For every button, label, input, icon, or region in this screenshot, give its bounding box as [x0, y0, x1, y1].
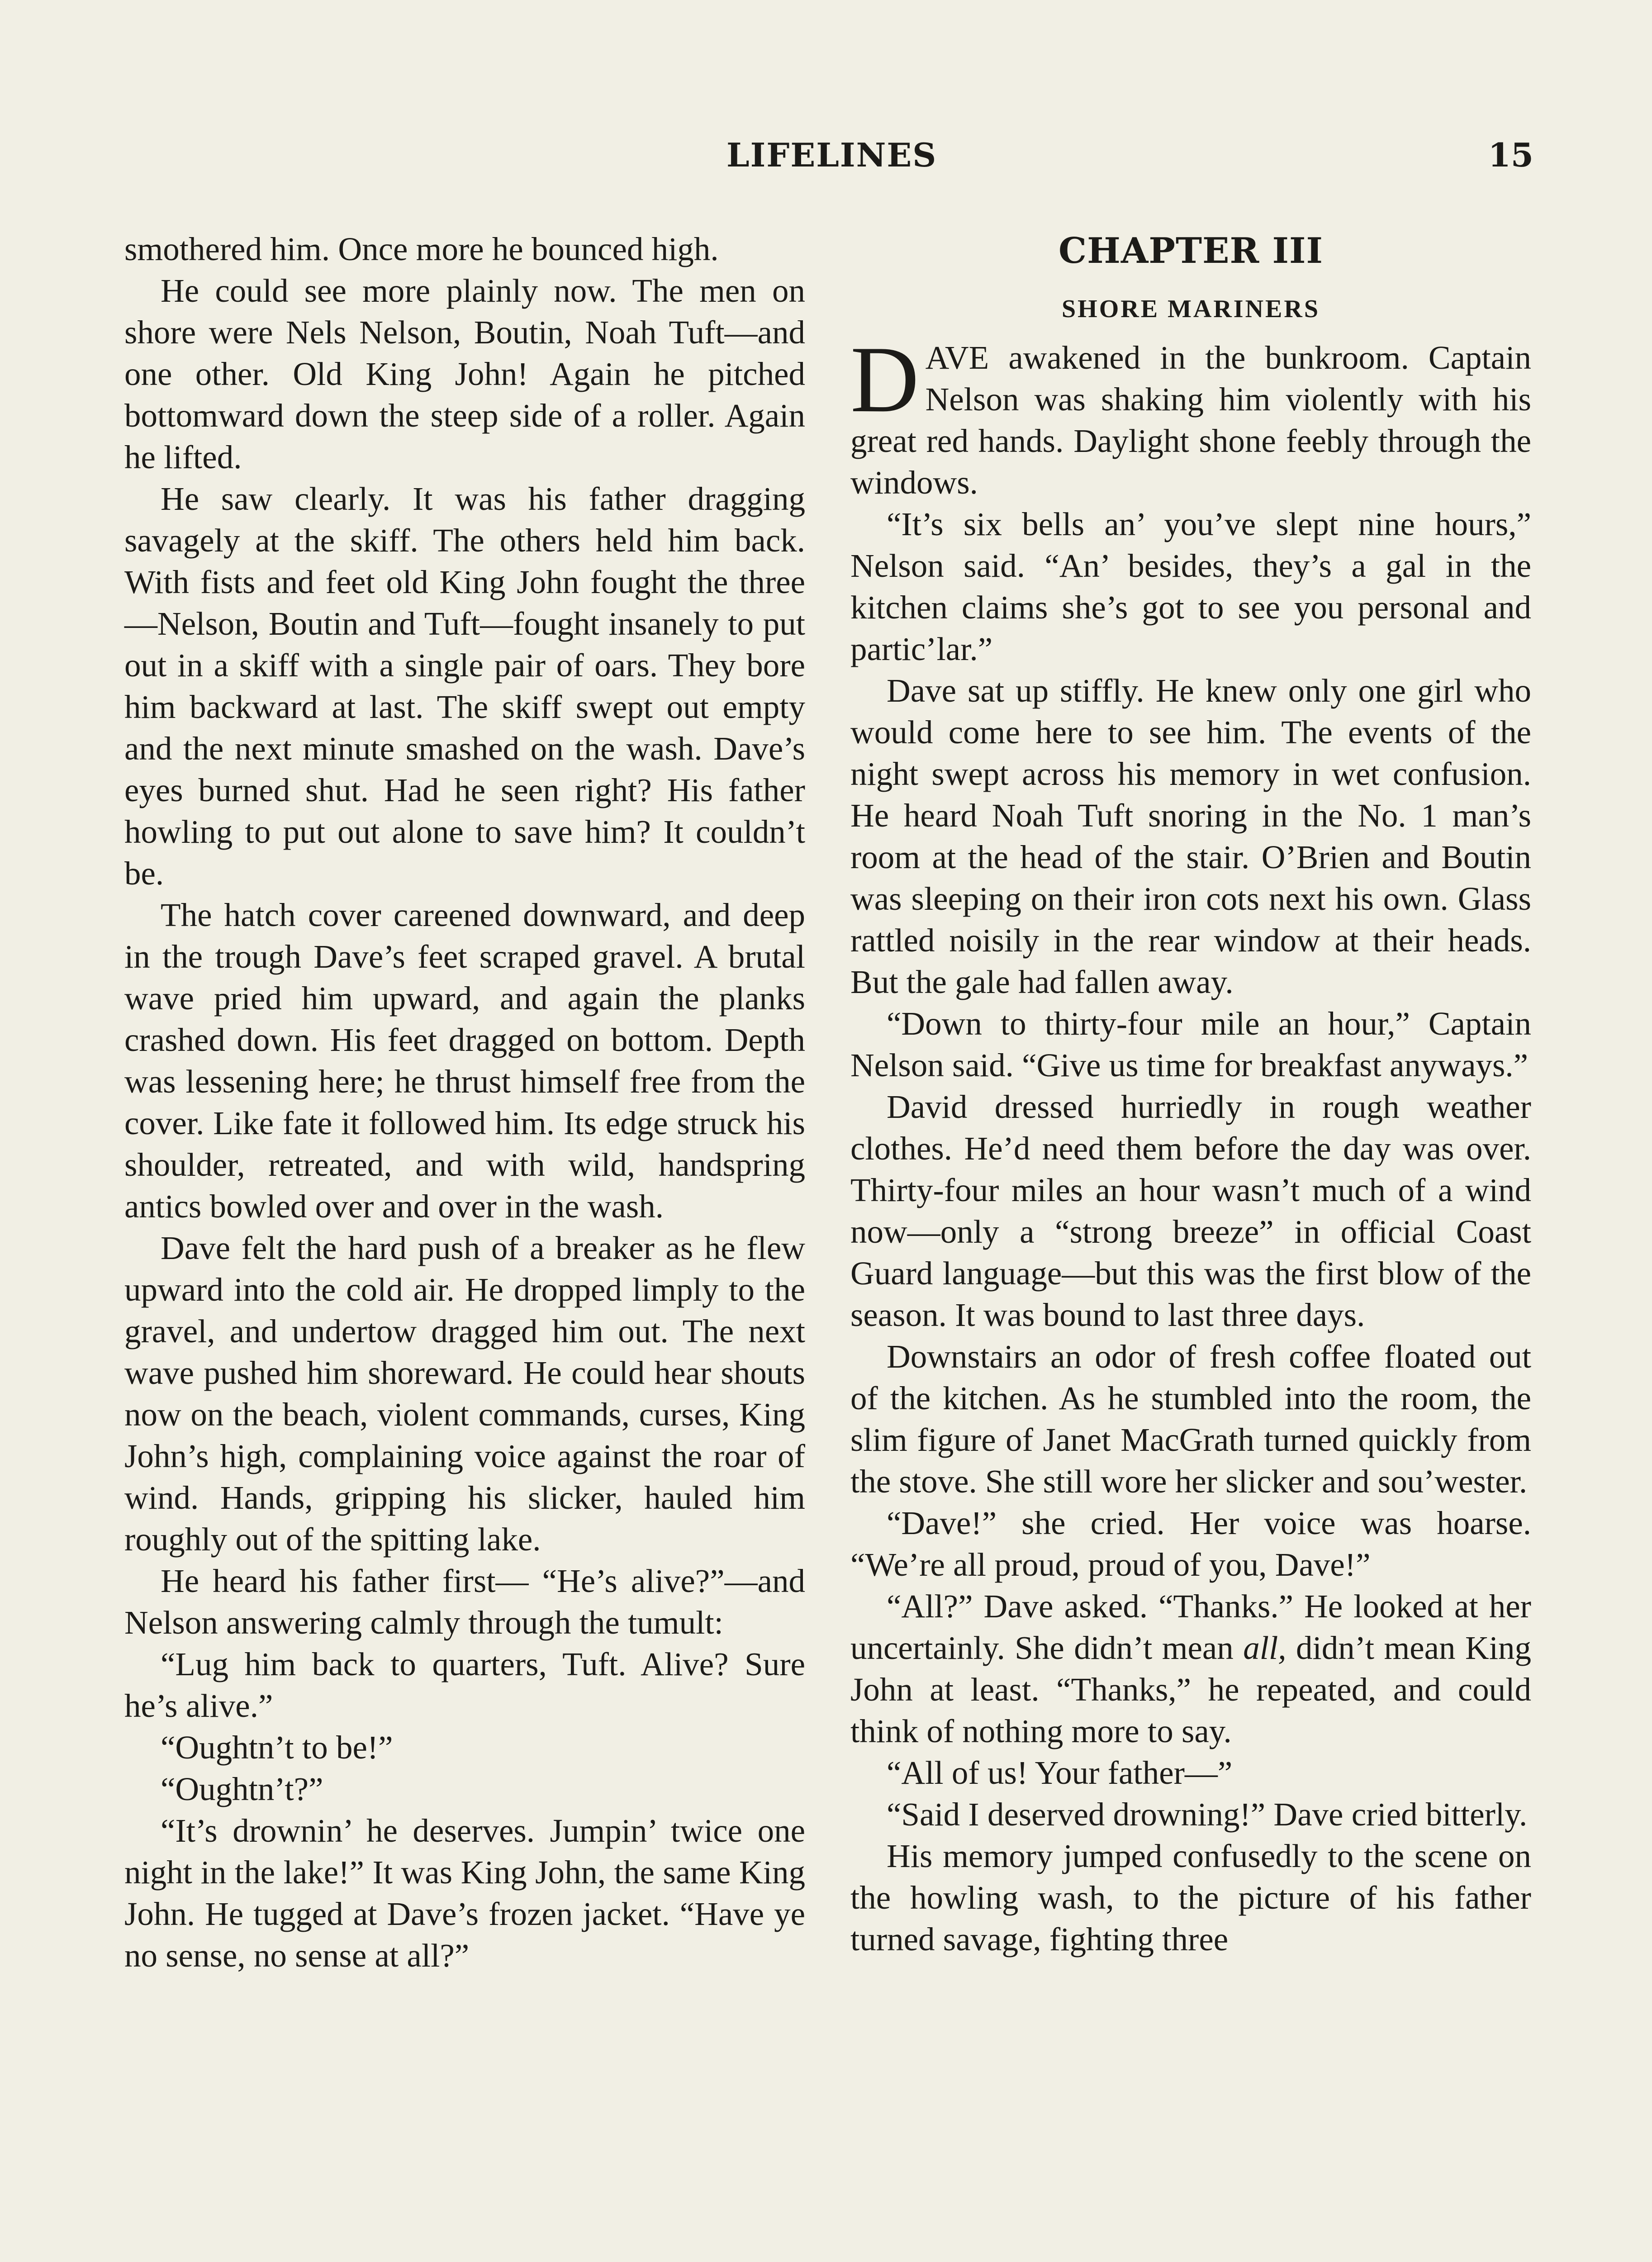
paragraph: smothered him. Once more he bounced high. — [124, 231, 719, 267]
text-run: “All?” Dave asked. “Thanks.” He looked at her uncertainly. She didn’t mean — [850, 1588, 1531, 1666]
paragraph: “Down to thirty-four mile an hour,” Captain Nelson said. “Give us time for breakfast anyways.” — [850, 1005, 1531, 1083]
text-run: didn’t mean King John at least. “Thanks,” he repeated, and could think of nothing more to say. — [850, 1630, 1531, 1749]
right-column — [850, 228, 1531, 1960]
paragraph: Dave felt the hard push of a breaker as he flew upward into the cold air. He dropped limply to the gravel, and undertow dragged him out. The next wave pushed him shoreward. He could hear shouts now on the beach, violent commands, curses, King John’s high, complaining voice against the roar of wind. Hands, gripping his slicker, hauled him roughly out of the spitting lake. — [124, 1230, 805, 1558]
page-header — [122, 136, 1533, 190]
paragraph — [850, 1586, 1531, 1752]
left-column — [124, 228, 805, 1977]
paragraph: “It’s drownin’ he deserves. Jumpin’ twice one night in the lake!” It was King John, the same King John. He tugged at Dave’s frozen jacket. “Have ye no sense, no sense at all?” — [124, 1812, 805, 1974]
paragraph: “Lug him back to quarters, Tuft. Alive? Sure he’s alive.” — [124, 1646, 805, 1724]
running-title: LIFELINES — [726, 136, 937, 174]
paragraph: “It’s six bells an’ you’ve slept nine hours,” Nelson said. “An’ besides, they’s a gal in the kitchen claims she’s got to see you personal and partic’lar.” — [850, 506, 1531, 667]
drop-cap: D — [850, 327, 919, 432]
paragraph: He could see more plainly now. The men on shore were Nels Nelson, Boutin, Noah Tuft—and one other. Old King John! Again he pitched bottomward down the steep side of a roller. Again he lifted. — [124, 272, 805, 475]
chapter-subtitle: SHORE MARINERS — [1062, 295, 1320, 323]
paragraph: “Oughtn’t?” — [161, 1771, 323, 1807]
paragraph: Downstairs an odor of fresh coffee floated out of the kitchen. As he stumbled into the room, the slim figure of Janet MacGrath turned quickly from the stove. She still wore her slicker and sou’wester. — [850, 1338, 1531, 1500]
paragraph: David dressed hurriedly in rough weather clothes. He’d need them before the day was over. Thirty-four miles an hour wasn’t much of a wind now—only a “strong breeze” in official Coast Guard language—but this was the first blow of the season. It was bound to last three days. — [850, 1088, 1531, 1333]
chapter-title: CHAPTER III — [1059, 230, 1323, 271]
italic-word: all, — [1243, 1630, 1286, 1666]
paragraph: “Dave!” she cried. Her voice was hoarse. “We’re all proud, proud of you, Dave!” — [850, 1505, 1531, 1583]
paragraph: Dave sat up stiffly. He knew only one girl who would come here to see him. The events of the night swept across his memory in wet confusion. He heard Noah Tuft snoring in the No. 1 man’s room at the head of the stair. O’Brien and Boutin was sleeping on their iron cots next his own. Glass rattled noisily in the rear window at their heads. But the gale had fallen away. — [850, 672, 1531, 1000]
paragraph: He heard his father first— “He’s alive?”—and Nelson answering calmly through the tumult: — [124, 1563, 805, 1641]
paragraph: “Said I deserved drowning!” Dave cried bitterly. — [887, 1796, 1528, 1833]
paragraph: The hatch cover careened downward, and deep in the trough Dave’s feet scraped gravel. A brutal wave pried him upward, and again the planks crashed down. His feet dragged on bottom. Depth was lessening here; he thrust himself free from the cover. Like fate it followed him. Its edge struck his shoulder, retreated, and with wild, handspring antics bowled over and over in the wash. — [124, 897, 805, 1225]
opening-text: AVE awakened in the bunkroom. Captain Nelson was shaking him violently with his great red hands. Daylight shone feebly through the windows. — [850, 339, 1531, 501]
paragraph: He saw clearly. It was his father dragging savagely at the skiff. The others held him back. With fists and feet old King John fought the three—Nelson, Boutin and Tuft—fought insanely to put out in a skiff with a single pair of oars. They bore him backward at last. The skiff swept out empty and the next minute smashed on the wash. Dave’s eyes burned shut. Had he seen right? His father howling to put out alone to save him? It couldn’t be. — [124, 480, 805, 892]
chapter-opening-paragraph — [850, 327, 1531, 504]
paragraph: “Oughtn’t to be!” — [161, 1729, 393, 1766]
paragraph: “All of us! Your father—” — [887, 1754, 1233, 1791]
paragraph: His memory jumped confusedly to the scene on the howling wash, to the picture of his father turned savage, fighting three — [850, 1838, 1531, 1958]
page-number: 15 — [1488, 136, 1533, 174]
